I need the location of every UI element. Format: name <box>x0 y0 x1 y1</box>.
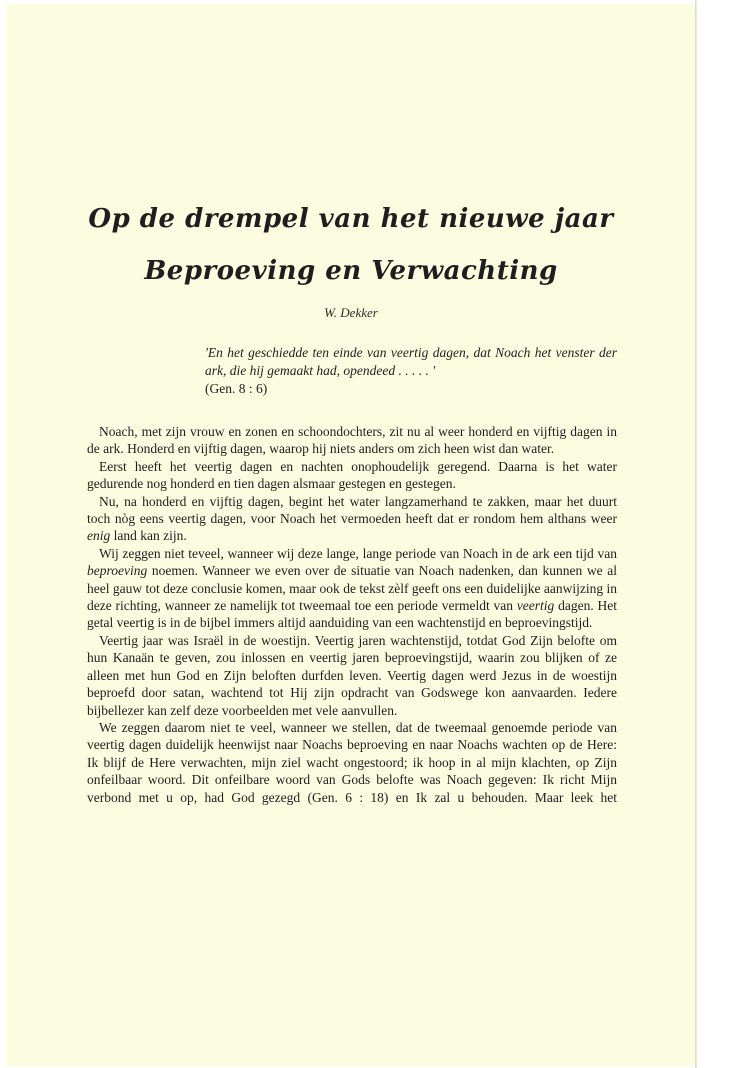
paragraph-3 <box>87 493 617 545</box>
paragraph-3-text-b: land kan zijn. <box>110 528 187 544</box>
paragraph-4 <box>87 545 617 632</box>
paragraph-4-text-a: Wij zeggen niet teveel, wanneer wij deze lange, lange periode van Noach in de ark een tijd van <box>99 545 617 561</box>
document-page <box>6 4 696 1066</box>
paragraph-4-emphasis-1: beproeving <box>87 563 148 579</box>
epigraph <box>205 344 617 398</box>
paragraph-1: Noach, met zijn vrouw en zonen en schoondochters, zit nu al weer honderd en vijftig dagen in de ark. Honderd en vijftig dagen, waarop hij niets anders om zich heen wist dan water. <box>87 424 617 457</box>
article-body <box>87 423 617 806</box>
title-line-2: Beproeving en Verwachting <box>144 256 558 286</box>
paragraph-5: Veertig jaar was Israël in de woestijn. Veertig jaren wachtenstijd, totdat God Zijn belofte om hun Kanaän te geven, zou inlossen en veertig jaren beproevingstijd, waarin zou blijken of ze alleen met hun God en Zijn beloften durfden leven. Veertig dagen werd Jezus in de woestijn beproefd door satan, wachtend tot Hij zijn opdracht van Godswege kon aanvaarden. Iedere bijbellezer kan zelf deze voorbeelden met vele aanvullen. <box>87 632 617 718</box>
paragraph-3-emphasis: enig <box>87 528 111 544</box>
paragraph-4-emphasis-2: veertig <box>516 598 555 614</box>
paragraph-4-text-b: noemen. Wanneer we even over de situatie van Noach nadenken, dan kunnen we al heel gauw tot deze conclusie komen, maar ook de tekst zèlf geeft ons een duidelijke aanwijzing in deze richting, wanneer ze namelijk tot tweemaal toe een periode vermeldt van <box>87 563 617 614</box>
paragraph-6: We zeggen daarom niet te veel, wanneer we stellen, dat de tweemaal genoemde periode van veertig dagen duidelijk heenwijst naar Noachs beproeving en naar Noachs wachten op de Here: Ik blijf de Here verwachten, mijn ziel wacht ongestoord; ik hoop in al mijn klachten, op Zijn onfeilbaar woord. Dit onfeilbare woord van Gods belofte was Noach gegeven: Ik richt Mijn verbond met u op, had God gezegd (Gen. 6 : 18) en Ik zal u behouden. Maar leek het <box>87 719 617 805</box>
epigraph-text: 'En het geschiedde ten einde van veertig dagen, dat Noach het venster der ark, die hij gemaakt had, opendeed . . . . . ' <box>205 345 617 378</box>
paragraph-2: Eerst heeft het veertig dagen en nachten onophoudelijk geregend. Daarna is het water gedurende nog honderd en tien dagen alsmaar gestegen en gestegen. <box>87 458 617 492</box>
paragraph-3-text-a: Nu, na honderd en vijftig dagen, begint het water langzamerhand te zakken, maar het duurt toch nòg eens veertig dagen, voor Noach het vermoeden heeft dat er rondom hem althans weer <box>87 493 617 527</box>
title-line-1: Op de drempel van het nieuwe jaar <box>88 204 614 234</box>
author: W. Dekker <box>324 305 378 320</box>
paragraph-4-text-c: dagen. Het getal veertig is in de bijbel immers altijd aanduiding van een wachtenstijd en beproevingstijd. <box>87 598 618 631</box>
epigraph-reference: (Gen. 8 : 6) <box>205 381 268 396</box>
page-edge <box>695 0 698 1068</box>
